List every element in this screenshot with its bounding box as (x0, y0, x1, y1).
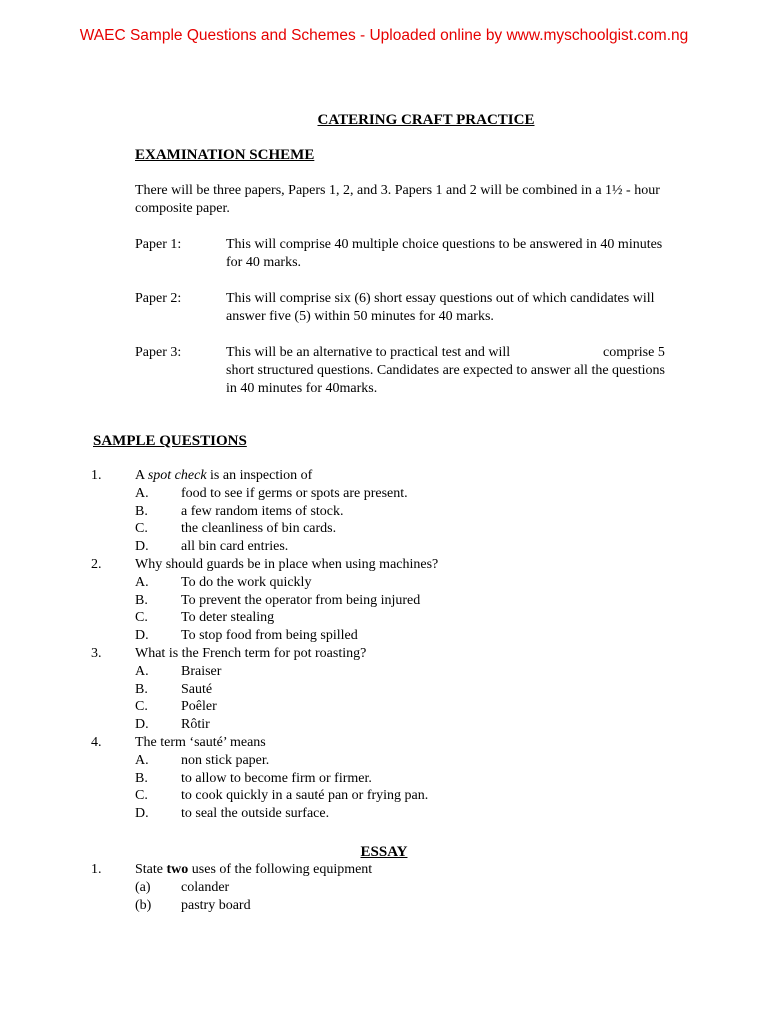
paper-description: This will comprise 40 multiple choice questions to be answered in 40 minutes for 40 marks. (226, 237, 663, 270)
option-letter: A. (135, 485, 149, 501)
source-header: WAEC Sample Questions and Schemes - Uploaded online by www.myschoolgist.com.ng (79, 27, 689, 44)
option-letter: C. (135, 521, 148, 537)
option-letter: C. (135, 610, 148, 626)
option-b (91, 681, 691, 699)
option-text: to cook quickly in a sauté pan or frying pan. (181, 788, 429, 804)
option-letter: A. (135, 574, 149, 590)
paper-description-part-a: This will be an alternative to practical test and will (226, 345, 511, 360)
paper-label: Paper 1: (135, 237, 182, 252)
question-text: What is the French term for pot roasting? (135, 645, 367, 661)
item-text: colander (181, 879, 230, 895)
option-text: a few random items of stock. (181, 503, 344, 519)
item-letter: (b) (135, 897, 152, 913)
question-text-italic: spot check (147, 468, 207, 483)
question-4 (91, 734, 691, 752)
option-letter: A. (135, 663, 149, 679)
essay-question-1 (91, 861, 691, 879)
option-text: To prevent the operator from being injured (181, 592, 421, 608)
option-text: non stick paper. (181, 752, 270, 768)
essay-section (91, 861, 691, 914)
option-text: To do the work quickly (181, 574, 312, 590)
option-letter: A. (135, 752, 149, 768)
paper-label: Paper 3: (135, 345, 182, 360)
option-letter: B. (135, 503, 148, 519)
option-letter: D. (135, 806, 149, 822)
option-text: Sauté (181, 681, 213, 697)
option-letter: D. (135, 717, 149, 733)
essay-item-b (91, 897, 691, 915)
option-text: Braiser (181, 663, 222, 679)
option-text: all bin card entries. (181, 539, 289, 555)
option-text: food to see if germs or spots are present. (181, 485, 408, 501)
essay-heading: ESSAY (360, 844, 408, 860)
option-d (91, 538, 691, 556)
question-text: Why should guards be in place when using machines? (135, 556, 439, 572)
question-text-bold: two (166, 862, 189, 877)
question-number: 3. (91, 645, 102, 661)
option-a (91, 485, 691, 503)
question-number: 2. (91, 556, 102, 572)
option-letter: B. (135, 770, 148, 786)
question-list (91, 467, 691, 823)
question-2 (91, 556, 691, 574)
question-number: 1. (91, 468, 102, 483)
option-letter: B. (135, 592, 148, 608)
question-text-post: uses of the following equipment (188, 862, 373, 877)
option-text: Poêler (181, 699, 217, 715)
question-text: The term ‘sauté’ means (135, 734, 266, 750)
item-letter: (a) (135, 879, 151, 895)
option-d (91, 805, 691, 823)
option-b (91, 592, 691, 610)
option-letter: D. (135, 539, 149, 555)
option-text: Rôtir (181, 717, 210, 733)
option-a (91, 752, 691, 770)
question-text-post: is an inspection of (206, 468, 313, 483)
option-text: To stop food from being spilled (181, 628, 358, 644)
option-text: to seal the outside surface. (181, 806, 330, 822)
option-text: to allow to become firm or firmer. (181, 770, 372, 786)
paper-description (226, 344, 672, 398)
question-text (135, 861, 372, 879)
option-letter: C. (135, 788, 148, 804)
option-letter: D. (135, 628, 149, 644)
option-c (91, 787, 691, 805)
option-c (91, 609, 691, 627)
paper-label: Paper 2: (135, 291, 182, 306)
essay-item-a (91, 879, 691, 897)
option-a (91, 574, 691, 592)
option-b (91, 770, 691, 788)
option-c (91, 520, 691, 538)
option-a (91, 663, 691, 681)
item-text: pastry board (181, 897, 251, 913)
option-text: the cleanliness of bin cards. (181, 521, 337, 537)
question-text-pre: A (135, 468, 148, 483)
question-text-pre: State (135, 862, 167, 877)
question-text (135, 467, 312, 485)
option-letter: B. (135, 681, 148, 697)
intro-paragraph: There will be three papers, Papers 1, 2, and 3. Papers 1 and 2 will be combined in a 1½ - hour composite paper. (135, 183, 660, 216)
question-number: 4. (91, 734, 102, 750)
question-1 (91, 467, 691, 485)
option-d (91, 716, 691, 734)
question-3 (91, 645, 691, 663)
option-text: To deter stealing (181, 610, 275, 626)
paper-description-part-c: short structured questions. Candidates are expected to answer all the questions in 40 minutes for 40marks. (226, 363, 665, 396)
scheme-heading: EXAMINATION SCHEME (135, 147, 315, 163)
paper-description-part-b: comprise 5 (603, 345, 665, 360)
paper-description: This will comprise six (6) short essay questions out of which candidates will answer five (5) within 50 minutes for 40 marks. (226, 291, 655, 324)
page-title: CATERING CRAFT PRACTICE (317, 112, 535, 128)
question-number: 1. (91, 862, 102, 877)
option-b (91, 503, 691, 521)
option-d (91, 627, 691, 645)
option-c (91, 698, 691, 716)
option-letter: C. (135, 699, 148, 715)
sample-questions-heading: SAMPLE QUESTIONS (93, 433, 247, 449)
